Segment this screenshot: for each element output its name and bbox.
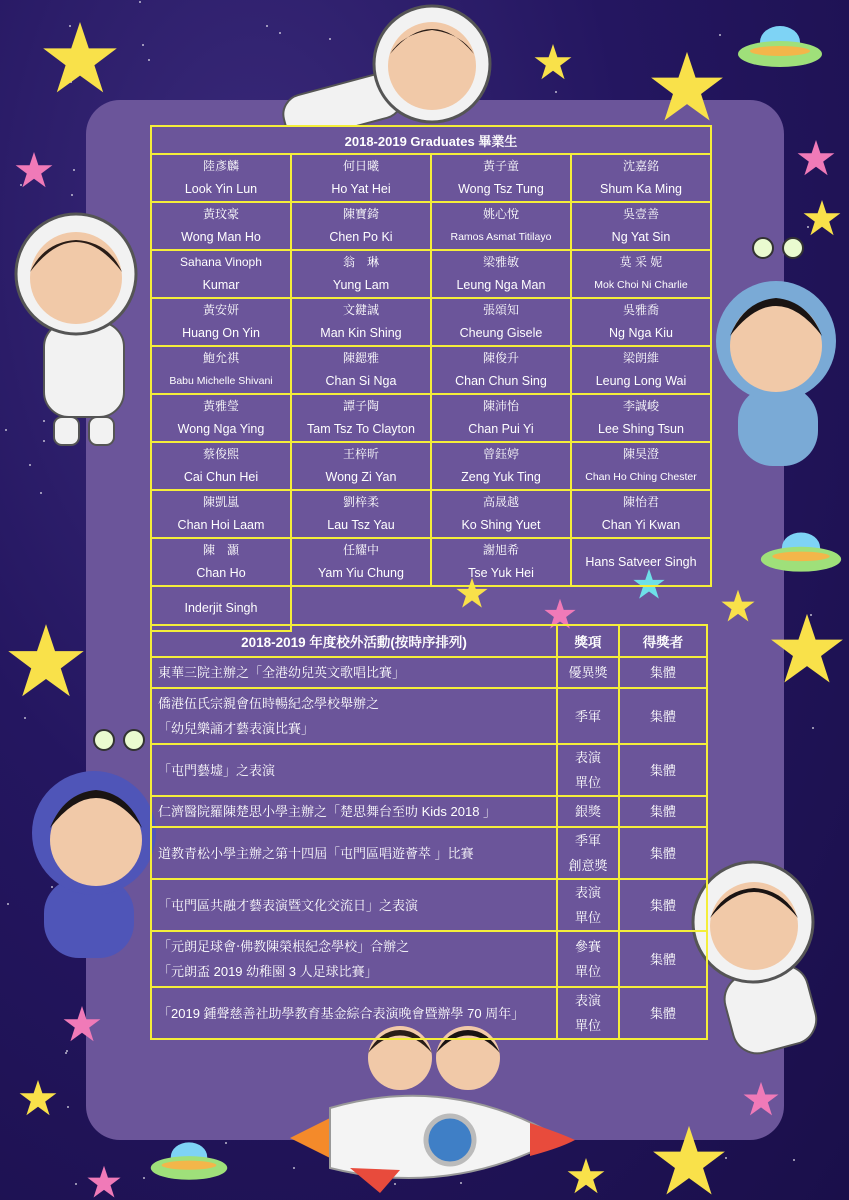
award-cell <box>557 688 619 744</box>
graduate-cell <box>431 154 571 202</box>
activity-cell <box>151 931 557 987</box>
graduates-table <box>150 125 712 632</box>
graduate-english-name: Wong Man Ho <box>181 230 261 244</box>
graduate-english-name: Kumar <box>202 278 240 292</box>
activity-text: 「2019 鍾聲慈善社助學教育基金綜合表演晚會暨辦學 70 周年」 <box>158 1005 525 1021</box>
yellow-star-icon <box>720 588 756 624</box>
graduate-english-name: Lau Tsz Yau <box>327 518 395 532</box>
award-text: 單位 <box>574 910 601 925</box>
ufo-icon <box>758 526 844 580</box>
award-text: 季軍 <box>574 833 601 848</box>
graduate-chinese-name: 陳寶錡 <box>342 207 379 221</box>
graduate-cell <box>431 202 571 250</box>
graduate-english-name: Shum Ka Ming <box>599 182 682 196</box>
graduate-chinese-name: 張頌知 <box>482 303 519 317</box>
graduate-cell <box>571 154 711 202</box>
graduate-english-name: Wong Tsz Tung <box>458 182 544 196</box>
rocket-illustration <box>290 1018 580 1196</box>
activity-text: 「幼兒樂誦才藝表演比賽」 <box>158 721 315 736</box>
graduate-english-name: Man Kin Shing <box>320 326 402 340</box>
activity-text: 「屯門藝墟」之表演 <box>158 762 276 778</box>
graduate-english-name: Ng Yat Sin <box>611 230 671 244</box>
winner-column-header: 得獎者 <box>619 625 707 657</box>
graduate-cell <box>431 298 571 346</box>
winner-cell: 集體 <box>619 796 707 827</box>
graduate-english-name: Tam Tsz To Clayton <box>307 422 415 436</box>
graduates-row <box>151 154 711 202</box>
activity-cell <box>151 688 557 744</box>
graduate-chinese-name: 梁雅敏 <box>482 255 519 269</box>
graduate-cell <box>151 538 291 586</box>
award-text: 表演 <box>574 885 601 900</box>
yellow-star-icon <box>533 42 573 82</box>
graduate-chinese-name: 黃子童 <box>482 159 519 173</box>
yellow-star-icon <box>650 1122 728 1200</box>
graduate-chinese-name: 王梓昕 <box>342 447 379 461</box>
winner-cell: 集體 <box>619 657 707 688</box>
award-text: 單位 <box>574 775 601 790</box>
activity-text: 「元朗盃 2019 幼稚園 3 人足球比賽」 <box>158 964 378 979</box>
graduate-english-name: Look Yin Lun <box>184 182 258 196</box>
award-cell <box>557 744 619 796</box>
graduate-cell <box>151 298 291 346</box>
graduate-english-name: Cai Chun Hei <box>183 470 259 484</box>
star-dot <box>29 464 31 466</box>
winner-cell: 集體 <box>619 744 707 796</box>
star-dot <box>73 169 75 171</box>
graduate-english-name: Leung Long Wai <box>595 374 687 388</box>
graduate-cell <box>151 442 291 490</box>
star-dot <box>75 1183 77 1185</box>
pink-star-icon <box>62 1004 102 1044</box>
graduate-english-name: Chan Pui Yi <box>468 422 534 436</box>
graduate-english-name: Hans Satveer Singh <box>585 554 697 569</box>
graduate-chinese-name: 何日曦 <box>342 159 379 173</box>
graduate-chinese-name: 梁朗維 <box>622 351 659 365</box>
yellow-star-icon <box>40 18 120 98</box>
graduate-cell <box>571 202 711 250</box>
graduate-cell <box>571 250 711 298</box>
star-dot <box>142 44 144 46</box>
graduate-cell <box>431 442 571 490</box>
graduate-cell <box>291 202 431 250</box>
graduate-cell <box>431 346 571 394</box>
graduates-row <box>151 538 711 586</box>
pink-star-icon <box>742 1080 780 1118</box>
award-text: 單位 <box>574 1018 601 1033</box>
graduate-english-name: Inderjit Singh <box>184 601 258 615</box>
pink-star-icon <box>796 138 836 178</box>
activity-row <box>151 657 707 688</box>
award-text: 銀獎 <box>574 804 601 819</box>
graduate-english-name: Chan Yi Kwan <box>601 518 681 532</box>
winner-cell: 集體 <box>619 987 707 1039</box>
graduate-cell <box>291 538 431 586</box>
graduate-chinese-name: 陸彥麟 <box>202 159 239 173</box>
activity-row <box>151 796 707 827</box>
star-dot <box>71 194 73 196</box>
award-cell <box>557 987 619 1039</box>
graduate-english-name: Chan Chun Sing <box>455 374 547 388</box>
graduate-chinese-name: 蔡俊熙 <box>202 447 239 461</box>
graduates-row <box>151 346 711 394</box>
star-dot <box>812 727 814 729</box>
yellow-star-icon <box>5 620 87 702</box>
graduate-chinese-name: Sahana Vinoph <box>180 255 262 269</box>
yellow-star-icon <box>802 198 842 238</box>
activity-cell <box>151 657 557 688</box>
star-dot <box>67 1106 69 1108</box>
graduate-cell <box>291 442 431 490</box>
star-dot <box>7 903 9 905</box>
award-cell <box>557 879 619 931</box>
star-dot <box>793 1159 795 1161</box>
graduate-english-name: Wong Nga Ying <box>177 422 265 436</box>
activity-cell <box>151 987 557 1039</box>
activities-table <box>150 624 708 1040</box>
activity-text: 僑港伍氏宗親會伍時暢紀念學校舉辦之 <box>158 696 380 711</box>
graduate-cell <box>291 394 431 442</box>
award-text: 季軍 <box>574 708 601 724</box>
graduate-chinese-name: 謝旭希 <box>482 543 519 557</box>
activity-text: 仁濟醫院羅陳楚思小學主辦之「楚思舞台至叻 Kids 2018 」 <box>158 804 497 819</box>
graduate-chinese-name: 姚心悅 <box>482 207 519 221</box>
graduate-cell <box>291 298 431 346</box>
graduate-chinese-name: 陳昊澄 <box>622 447 659 461</box>
graduates-row <box>151 394 711 442</box>
graduate-chinese-name: 陳怡君 <box>622 495 659 509</box>
award-text: 優異獎 <box>568 665 608 680</box>
graduate-cell <box>151 490 291 538</box>
activity-text: 「元朗足球會‧佛教陳榮根紀念學校」合辦之 <box>158 939 410 954</box>
yellow-star-icon <box>648 48 726 126</box>
graduate-cell <box>151 202 291 250</box>
pink-star-icon <box>86 1164 122 1200</box>
graduate-english-name: Chan Si Nga <box>325 374 397 388</box>
graduate-cell <box>571 394 711 442</box>
graduate-cell <box>431 490 571 538</box>
graduate-chinese-name: 沈嘉銘 <box>622 159 659 173</box>
graduate-chinese-name: 劉梓柔 <box>342 495 379 509</box>
star-dot <box>143 1177 145 1179</box>
graduate-chinese-name: 文鍵誠 <box>342 303 379 317</box>
graduate-cell <box>151 250 291 298</box>
graduate-cell <box>431 538 571 586</box>
graduate-english-name: Chan Ho <box>196 566 246 580</box>
award-column-header: 獎項 <box>557 625 619 657</box>
ufo-icon <box>148 1136 230 1188</box>
activity-row <box>151 879 707 931</box>
graduate-english-name: Lee Shing Tsun <box>598 422 684 436</box>
graduate-cell <box>291 346 431 394</box>
award-cell <box>557 657 619 688</box>
graduate-chinese-name: 吳壹善 <box>622 207 659 221</box>
graduate-cell <box>571 442 711 490</box>
graduate-chinese-name: 任耀中 <box>342 543 379 557</box>
graduate-english-name: Ng Nga Kiu <box>609 326 673 340</box>
activity-text: 「屯門區共融才藝表演暨文化交流日」之表演 <box>158 897 419 913</box>
graduate-chinese-name: 吳雅喬 <box>622 303 659 317</box>
graduate-chinese-name: 曾鈺婷 <box>482 447 519 461</box>
graduate-cell <box>431 394 571 442</box>
astronaut-child-illustration <box>14 212 149 447</box>
alien-child-illustration <box>24 718 159 973</box>
winner-cell: 集體 <box>619 931 707 987</box>
graduate-cell <box>291 154 431 202</box>
graduate-chinese-name: 黃雅瑩 <box>202 399 239 413</box>
winner-cell: 集體 <box>619 827 707 879</box>
award-text: 參賽 <box>574 939 601 954</box>
graduate-chinese-name: 陳 灝 <box>202 543 239 557</box>
graduate-english-name: Babu Michelle Shivani <box>169 375 273 387</box>
graduate-english-name: Chen Po Ki <box>329 230 393 244</box>
graduate-chinese-name: 陳沛怡 <box>482 399 519 413</box>
graduate-english-name: Ramos Asmat Titilayo <box>450 231 552 243</box>
alien-child-illustration <box>708 236 843 491</box>
activity-text: 東華三院主辦之「全港幼兒英文歌唱比賽」 <box>158 665 406 680</box>
activity-row <box>151 931 707 987</box>
activity-row <box>151 987 707 1039</box>
graduate-english-name: Tse Yuk Hei <box>468 566 534 580</box>
winner-cell: 集體 <box>619 879 707 931</box>
star-dot <box>65 1052 67 1054</box>
graduate-cell <box>571 490 711 538</box>
star-dot <box>139 1 141 3</box>
graduate-chinese-name: 陳鍶雅 <box>342 351 379 365</box>
activity-row <box>151 744 707 796</box>
award-text: 創意獎 <box>568 858 608 873</box>
activity-cell <box>151 796 557 827</box>
activity-cell <box>151 827 557 879</box>
award-cell <box>557 931 619 987</box>
graduate-chinese-name: 李誠峻 <box>622 399 659 413</box>
graduates-row <box>151 442 711 490</box>
graduate-english-name: Ho Yat Hei <box>331 182 391 196</box>
graduate-cell <box>571 298 711 346</box>
graduate-cell <box>571 346 711 394</box>
graduates-row <box>151 490 711 538</box>
yellow-star-icon <box>18 1078 58 1118</box>
graduate-english-name: Yam Yiu Chung <box>317 566 404 580</box>
star-dot <box>719 34 721 36</box>
pink-star-icon <box>14 150 54 190</box>
graduate-english-name: Zeng Yuk Ting <box>461 470 541 484</box>
graduate-english-name: Huang On Yin <box>182 326 260 340</box>
graduate-english-name: Wong Zi Yan <box>325 470 397 484</box>
graduate-cell <box>291 490 431 538</box>
graduate-chinese-name: 陳俊升 <box>482 351 519 365</box>
award-cell <box>557 827 619 879</box>
graduate-english-name: Ko Shing Yuet <box>461 518 541 532</box>
astronaut-child-illustration <box>688 860 848 1070</box>
graduate-english-name: Cheung Gisele <box>459 326 543 340</box>
graduate-english-name: Mok Choi Ni Charlie <box>594 279 688 291</box>
graduate-cell <box>571 538 711 586</box>
graduates-row <box>151 202 711 250</box>
star-dot <box>148 59 150 61</box>
graduate-chinese-name: 鮑允祺 <box>202 351 239 365</box>
award-text: 單位 <box>574 964 601 979</box>
activity-cell <box>151 744 557 796</box>
star-dot <box>555 91 557 93</box>
graduate-chinese-name: 黃安妍 <box>202 303 239 317</box>
graduate-cell <box>291 250 431 298</box>
graduates-header: 2018-2019 Graduates 畢業生 <box>151 126 711 154</box>
graduate-english-name: Chan Ho Ching Chester <box>585 471 697 483</box>
graduate-cell <box>151 154 291 202</box>
activity-row <box>151 827 707 879</box>
graduate-cell <box>151 394 291 442</box>
award-text: 表演 <box>574 993 601 1008</box>
graduate-chinese-name: 黃玟豪 <box>202 207 239 221</box>
graduate-chinese-name: 莫 采 妮 <box>619 255 663 269</box>
activity-column-header: 2018-2019 年度校外活動(按時序排列) <box>151 625 557 657</box>
activity-cell <box>151 879 557 931</box>
graduate-chinese-name: 翁 琳 <box>342 255 379 269</box>
graduate-english-name: Chan Hoi Laam <box>177 518 265 532</box>
graduates-row <box>151 250 711 298</box>
award-text: 表演 <box>574 750 601 765</box>
activity-text: 道教青松小學主辦之第十四屆「屯門區唱遊薈萃 」比賽 <box>158 845 474 861</box>
award-cell <box>557 796 619 827</box>
graduates-row <box>151 298 711 346</box>
graduate-chinese-name: 譚子陶 <box>342 399 379 413</box>
graduate-english-name: Leung Nga Man <box>456 278 546 292</box>
graduate-english-name: Yung Lam <box>332 278 390 292</box>
yellow-star-icon <box>768 610 846 688</box>
star-dot <box>40 492 42 494</box>
graduate-cell <box>151 346 291 394</box>
graduate-chinese-name: 高晟越 <box>482 495 519 509</box>
star-dot <box>5 429 7 431</box>
graduate-chinese-name: 陳凱嵐 <box>202 495 239 509</box>
winner-cell: 集體 <box>619 688 707 744</box>
ufo-icon <box>735 20 825 75</box>
activity-row <box>151 688 707 744</box>
graduate-cell <box>431 250 571 298</box>
